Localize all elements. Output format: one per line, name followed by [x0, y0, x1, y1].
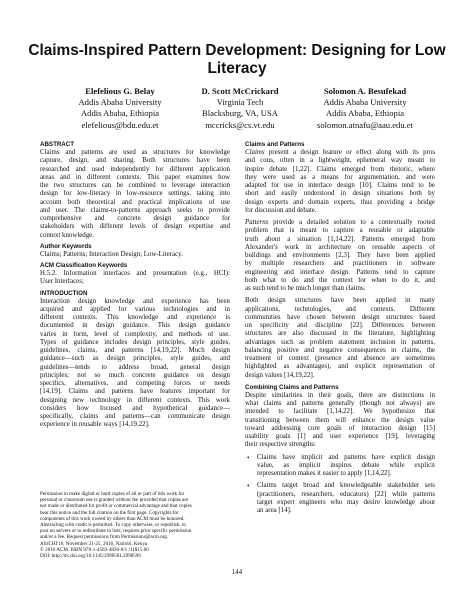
text-line: specifically, claims and patterns—can communicate design [40, 413, 230, 420]
author-besufekad [300, 86, 430, 131]
author-mccrickard [180, 86, 300, 131]
text-line: account both theoretical and practical implications of use [40, 198, 230, 206]
text-line: engineering and interface design. Patterns tend to capture [245, 268, 435, 276]
keywords-text: Claims; Patterns; Interaction Design; Low-Literacy. [40, 250, 183, 258]
keywords-heading: Author Keywords [40, 242, 92, 250]
left-column [40, 139, 230, 430]
text-line: the two structures can be combined to leverage interaction [40, 182, 230, 189]
text-line: problem that is meant to capture a reusable or adaptable [245, 227, 435, 235]
copyright-footnote [40, 491, 236, 559]
text-line: different contexts. This knowledge and experience is [40, 314, 230, 321]
abstract-heading: ABSTRACT [40, 141, 75, 148]
author-email: elefelious@bdu.edu.et [81, 119, 159, 130]
text-line: their respective strengths: [245, 441, 316, 449]
text-line: considers how focused and hypothetical guidance— [40, 404, 230, 412]
page-number: 144 [231, 569, 243, 576]
text-line: • Claims target broad and knowledgeable stakeholder sets [257, 482, 435, 490]
text-line: short and easily understood in design situations both by [245, 190, 435, 198]
text-line: balancing positive and negative consequences in claims, the [245, 346, 435, 354]
text-line: personal or classroom use is granted without fee provided that copies are [40, 497, 189, 504]
text-line: communities have chosen between design structures based [245, 313, 435, 321]
text-line: an area [14]. [257, 507, 292, 514]
author-location: Addis Ababa, Ethiopia [80, 108, 160, 119]
paper-title [0, 42, 474, 78]
text-line: experience in reusable ways [14,19,22]. [40, 421, 150, 429]
text-line: design for low-literacy in low-resource settings, taking into [40, 190, 230, 198]
text-line: stakeholders with different levels of design expertise and [40, 223, 230, 231]
introduction-body [40, 298, 230, 430]
combining-paragraph [245, 392, 435, 450]
patterns-paragraph [245, 219, 435, 293]
right-column [245, 139, 435, 515]
text-line: truth about a situation [1,14,22]. Patterns emerged from [245, 235, 435, 243]
text-line: inspire debate [1,22]. Claims emerged from rhetoric, where [245, 165, 435, 173]
text-line: DOI: http://dx.doi.org/10.1145/2998581.2998596 [40, 553, 141, 560]
introduction-heading: INTRODUCTION [40, 289, 88, 297]
text-line: Claims and patterns are used as structures for knowledge [40, 149, 230, 156]
text-line: researched and used independently for different application [40, 165, 230, 173]
text-line: and user. The claims-to-patterns approach seeks to provide [40, 206, 230, 214]
author-email: mccricks@cs.vt.edu [205, 119, 275, 130]
text-line: usability goals [1] and user experience [19], leveraging [245, 433, 435, 440]
text-line: Both design structures have been applied in many [245, 297, 435, 305]
text-line: on specificity and discipline [22]. Differences between [245, 322, 435, 329]
author-affiliation: Addis Ababa University [78, 97, 162, 108]
combining-heading: Combining Claims and Patterns [245, 383, 339, 391]
text-line: capture, design, and sharing. Both structures have been [40, 157, 230, 165]
bullet-implicit-explicit [245, 454, 435, 479]
text-line: areas and in different contexts. This paper examines how [40, 173, 230, 181]
text-line: representation makes it easier to apply [1,14,22]. [257, 470, 392, 477]
text-line: what claims and patterns generally (though not always) are [245, 400, 435, 407]
author-affiliation: Virginia Tech [216, 97, 264, 108]
author-name: D. Scott McCrickard [201, 86, 279, 96]
text-line: not made or distributed for profit or commercial advantage and that copies [40, 503, 192, 510]
text-line: specifics, alternatives, and competing forces or needs [40, 380, 230, 387]
text-line: bear this notice and the full citation on the first page. Copyrights for [40, 509, 179, 516]
text-line: guidelines, claims, and patterns [14,19,22]. Much design [40, 347, 230, 354]
author-name: Solomon A. Besufekad [323, 86, 407, 96]
paper-title-line: Literacy [207, 60, 267, 77]
text-line: structures are also discussed in the literature, highlighting [245, 330, 435, 338]
text-line: principles; not so much concrete guidance on design [40, 371, 230, 379]
bullet-stakeholders [245, 482, 435, 515]
text-line: Claims present a design feature or effect along with its pros [245, 149, 435, 156]
text-line: Alexander's work in architecture on reusable aspects of [245, 243, 435, 251]
text-line: adapted for use in interface design [10]. Claims tend to be [245, 182, 435, 189]
claims-patterns-heading: Claims and Patterns [245, 141, 305, 148]
author-belay [60, 86, 180, 131]
text-line: transitioning between them will enhance the design value [245, 416, 435, 424]
text-line: they were used as a means for argumentation, and were [245, 173, 435, 181]
author-block [0, 86, 474, 138]
text-line: and/or a fee. Request permissions from Permissions@acm.org. [40, 534, 169, 541]
text-line: Despite similarities in their goals, there are distinctions in [245, 391, 435, 399]
text-line: target expert engineers who may desire knowledge about [257, 498, 435, 506]
text-line: (practitioners, researchers, educators) [22] while patterns [257, 490, 435, 498]
text-line: acquired and applied for various technologies and in [40, 305, 230, 313]
keywords-body [40, 251, 230, 259]
text-line: post on servers or to redistribute to lists, requires prior specific permission [40, 528, 192, 535]
author-name: Elefelious G. Belay [85, 86, 155, 96]
acm-heading: ACM Classification Keywords [40, 262, 128, 269]
text-line: guidance—such as design principles, style guides, and [40, 355, 230, 363]
text-line: by multiple researchers and practitioners in software [245, 260, 435, 268]
text-line: Patterns provide a detailed solution to a contextually rooted [245, 219, 435, 226]
text-line: Permission to make digital or hard copies of all or part of this work for [40, 491, 185, 497]
text-line: intended to facilitate [1,14,22]. We hypothesize that [245, 408, 435, 416]
text-line: treatment of context (presence and absence are sometimes [245, 355, 435, 362]
claims-paragraph [245, 149, 435, 215]
text-line: Abstracting with credit is permitted. To copy otherwise, or republish, to [40, 522, 186, 529]
text-line: components of this work owned by others than ACM must be honored. [40, 515, 185, 522]
text-line: both what to do and the context for when to do it, and [245, 276, 435, 284]
text-line: • Claims have implicit and patterns have explicit design [257, 453, 435, 461]
text-line: User Interfaces; [40, 278, 84, 286]
text-line: designing new technology in different contexts. This work [40, 396, 230, 404]
text-line: varies in form, level of complexity, and methods of use. [40, 330, 230, 338]
structures-paragraph [245, 297, 435, 380]
text-line: design values [14,19,22]. [245, 371, 315, 379]
text-line: value, as implicit inspires debate while explicit [257, 461, 435, 469]
text-line: Interaction design knowledge and experience has been [40, 297, 230, 305]
text-line: [14,19]. Claims and patterns have features important for [40, 388, 230, 396]
text-line: AfriCHI'16, November 21-25, 2016, Nairobi, Kenya [40, 540, 148, 547]
text-line: and cons, often in a lightweight, ephemeral way meant to [245, 157, 435, 165]
text-line: advantages such as problem statement inclusion in patterns, [245, 338, 435, 346]
abstract-body [40, 149, 230, 240]
text-line: for discussion and debate. [245, 206, 317, 214]
text-line: documented in design guidance. This design guidance [40, 322, 230, 330]
paper-title-line: Claims-Inspired Pattern Development: Designing for Low [28, 42, 446, 59]
text-line: toward addressing core goals of interaction design [15] [245, 424, 435, 432]
author-affiliation: Addis Ababa University [323, 97, 407, 108]
text-line: Types of guidance includes design principles, style guides, [40, 338, 230, 346]
author-email: solomon.atnafu@aau.edu.et [317, 119, 413, 130]
text-line: applications, technologies, and contexts. Different [245, 305, 435, 313]
text-line: © 2016 ACM. ISBN 978-1-4503-4830-0/1 /11$15.00 [40, 546, 149, 553]
text-line: guidelines—tends to address broad, general design [40, 363, 230, 371]
author-location: Blacksburg, VA, USA [202, 108, 278, 119]
text-line: comprehensive and concrete design guidance for [40, 215, 230, 222]
text-line: buildings and environments [2,3]. They have been applied [245, 252, 435, 259]
text-line: as such tend to be much longer than claims. [245, 285, 366, 292]
author-location: Addis Ababa, Ethiopia [325, 108, 405, 119]
text-line: highlighted as advantages), and explicit representation of [245, 363, 435, 371]
text-line: H.5.2. Information interfaces and presentation (e.g., HCI): [40, 270, 230, 277]
acm-body [40, 270, 230, 287]
text-line: design experts and domain experts, thus providing a bridge [245, 198, 435, 206]
text-line: context knowledge. [40, 231, 94, 239]
